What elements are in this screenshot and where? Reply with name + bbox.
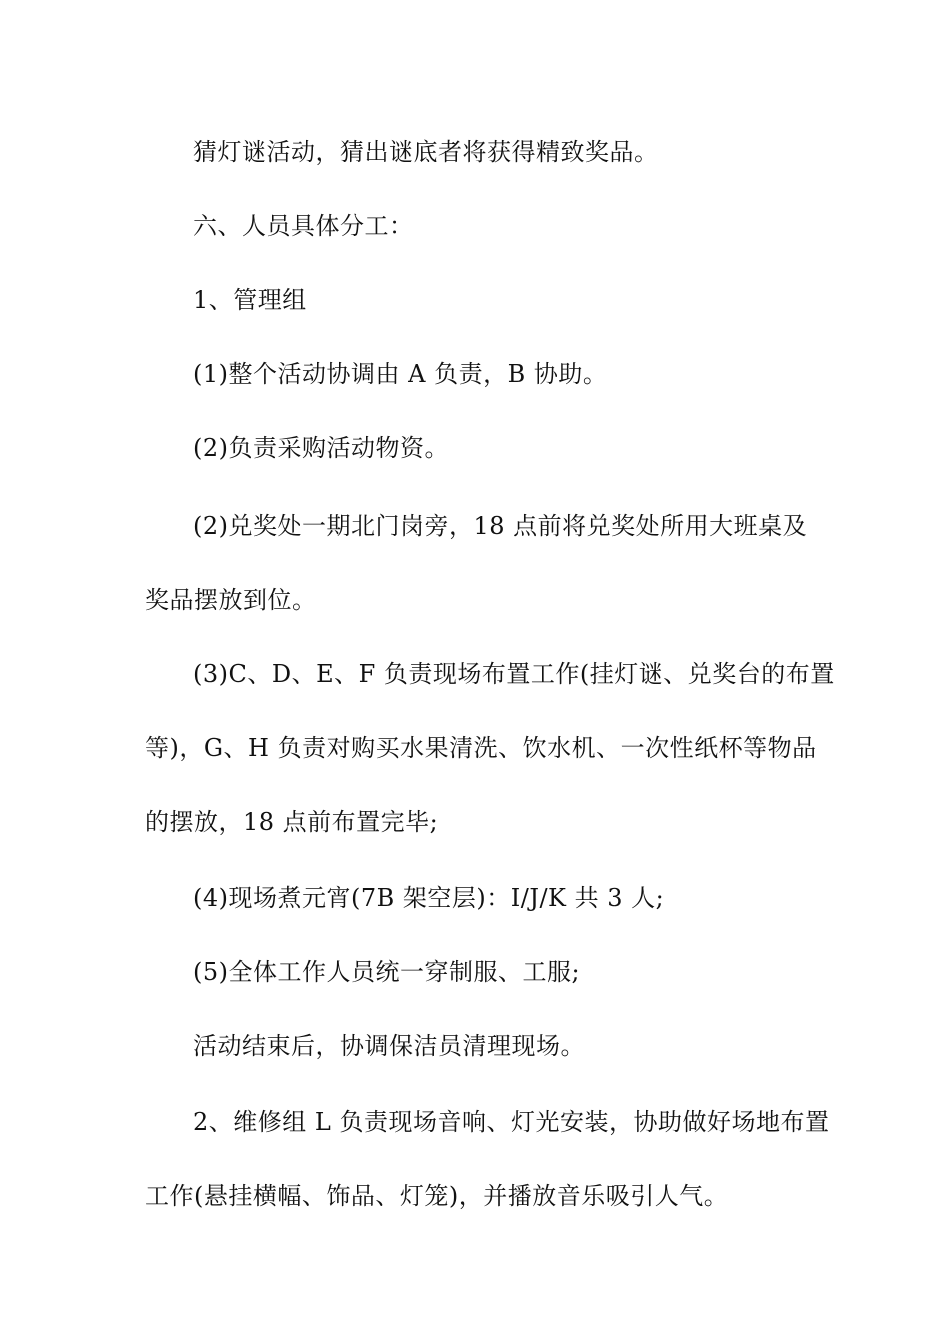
paragraph-line: 工作(悬挂横幅、饰品、灯笼)，并播放音乐吸引人气。 bbox=[145, 1182, 729, 1210]
section-heading: 六、人员具体分工： bbox=[193, 212, 414, 240]
paragraph-line: (1)整个活动协调由 A 负责，B 协助。 bbox=[193, 360, 608, 388]
paragraph-line: 奖品摆放到位。 bbox=[145, 586, 317, 614]
paragraph-line: (4)现场煮元宵(7B 架空层)：I/J/K 共 3 人; bbox=[193, 884, 665, 912]
paragraph-line: (2)兑奖处一期北门岗旁，18 点前将兑奖处所用大班桌及 bbox=[193, 512, 808, 540]
paragraph-line: (3)C、D、E、F 负责现场布置工作(挂灯谜、兑奖台的布置 bbox=[193, 660, 835, 688]
paragraph-line: 的摆放，18 点前布置完毕; bbox=[145, 808, 439, 836]
paragraph-line: 猜灯谜活动，猜出谜底者将获得精致奖品。 bbox=[193, 138, 659, 166]
subsection-heading: 2、维修组 L 负责现场音响、灯光安装，协助做好场地布置 bbox=[193, 1108, 830, 1136]
subsection-heading: 1、管理组 bbox=[193, 286, 307, 314]
paragraph-line: 等)，G、H 负责对购买水果清洗、饮水机、一次性纸杯等物品 bbox=[145, 734, 817, 762]
paragraph-line: (2)负责采购活动物资。 bbox=[193, 434, 449, 462]
paragraph-line: (5)全体工作人员统一穿制服、工服; bbox=[193, 958, 581, 986]
paragraph-line: 活动结束后，协调保洁员清理现场。 bbox=[193, 1032, 585, 1060]
